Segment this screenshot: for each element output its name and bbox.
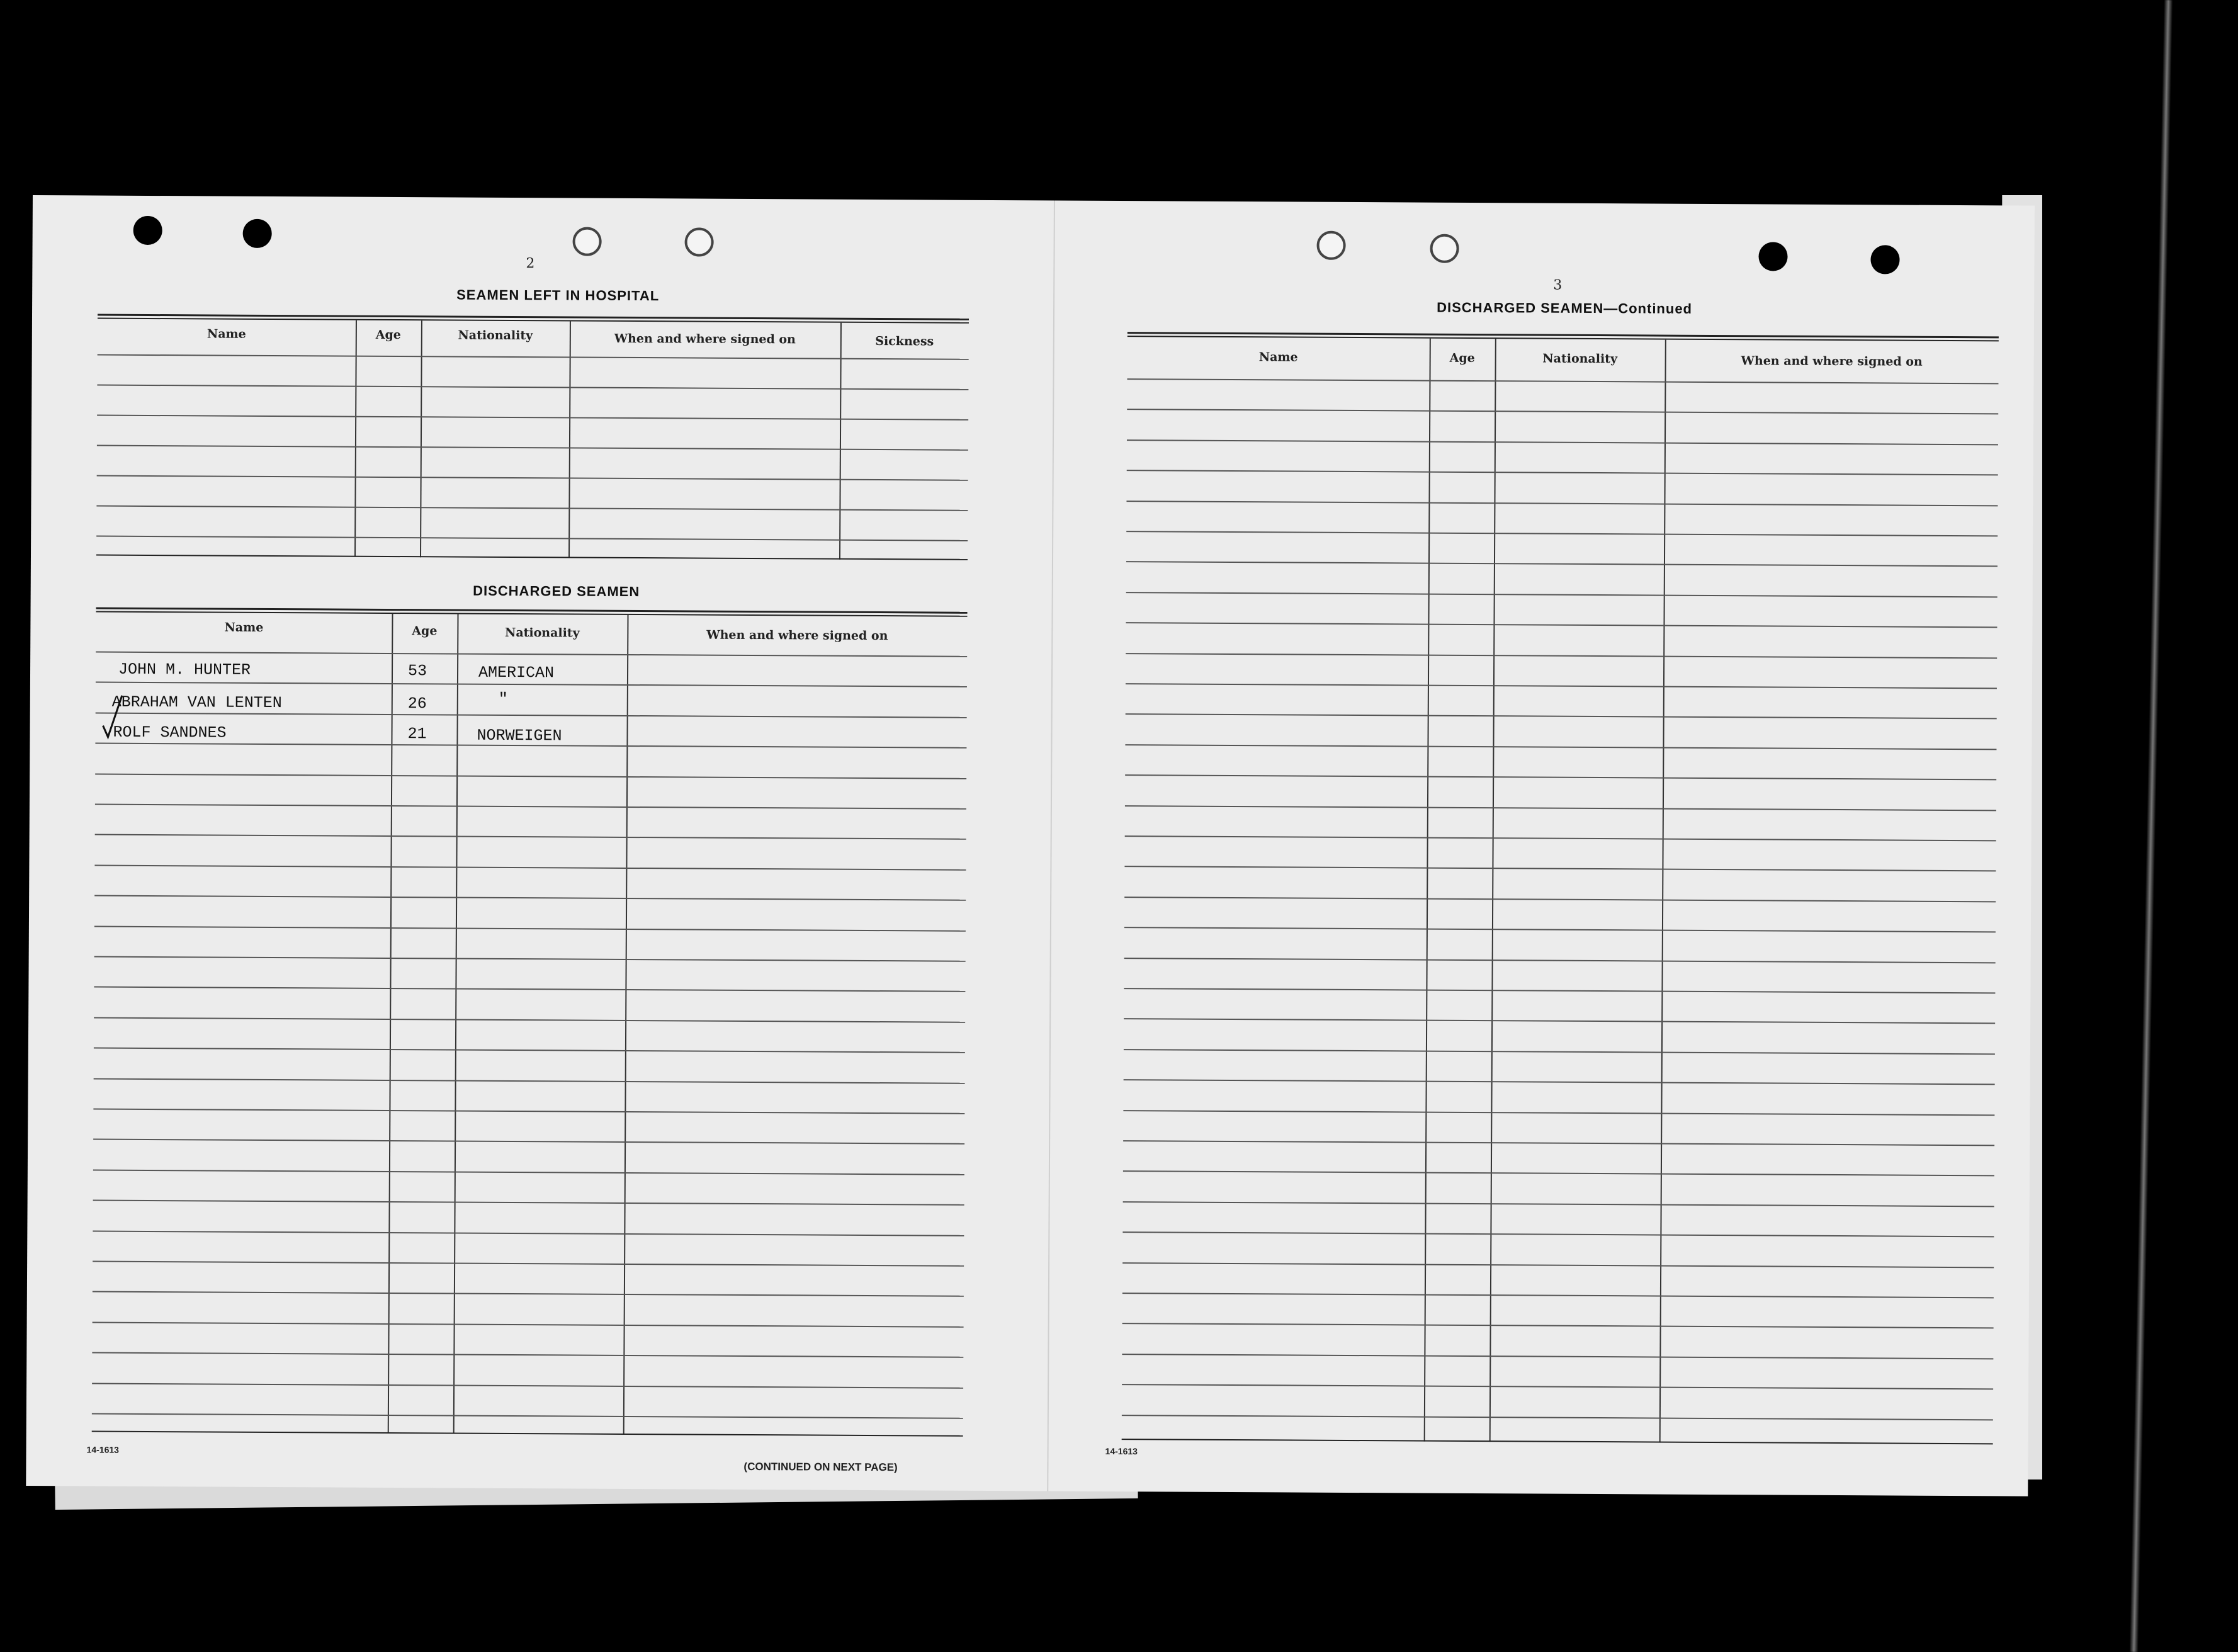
ruled-line [1126,713,1997,719]
ruled-line [97,445,968,451]
punch-hole [243,219,272,248]
scanner-edge-streak [2130,0,2173,1652]
ruled-line [95,804,966,810]
ruled-line [97,415,968,421]
ruled-line [93,1291,964,1297]
ruled-line [1127,470,1998,475]
right-page [1055,201,2035,1457]
punch-hole-reinforced [1430,234,1459,263]
ruled-line [93,1109,964,1114]
hospital-table-bottom-rule [96,555,968,560]
ruled-line [1124,927,1996,932]
discharged-col-signed-on: When and where signed on [706,628,888,643]
column-divider [453,614,459,1434]
ruled-line [1126,531,1998,536]
ruled-line [93,1321,964,1327]
ruled-line [94,895,966,901]
column-divider [623,615,629,1435]
ruled-line [1126,622,1997,628]
hospital-col-sickness: Sickness [875,334,934,349]
discharged-continued-title: DISCHARGED SEAMEN—Continued [1437,299,1693,317]
ruled-line [1123,1140,1994,1146]
hospital-col-signed-on: When and where signed on [614,331,796,347]
ruled-line [94,987,965,992]
ruled-line [1126,501,1998,506]
ruled-line [1127,409,1998,414]
ruled-line [1127,439,1998,445]
checkmark-icon [100,693,125,744]
ruled-line [95,773,966,779]
ruled-line [96,652,967,657]
ruled-line [1124,1049,1995,1055]
continued-col-signed-on: When and where signed on [1741,354,1923,369]
ruled-line [1126,653,1997,659]
hospital-col-name: Name [206,327,246,341]
form-number: 14-1613 [86,1444,120,1455]
seaman-nationality: " [498,689,508,708]
ruled-line [98,354,969,360]
ruled-line [1125,835,1996,841]
ruled-line [1125,774,1996,780]
punch-hole-reinforced [1316,231,1345,260]
ruled-line [93,1230,964,1236]
ruled-line [1122,1262,1994,1268]
ruled-line [1127,378,1998,384]
ruled-line [96,682,967,687]
column-divider [1659,340,1666,1443]
ruled-line [93,1261,964,1267]
punch-hole [1870,245,1899,274]
punch-hole-reinforced [685,227,714,256]
ruled-lines [33,195,1040,200]
column-divider [1489,339,1496,1442]
seaman-name: ABRAHAM VAN LENTEN [111,693,282,713]
ruled-line [97,385,968,390]
ruled-line [1126,592,1998,597]
ruled-line [1124,1018,1995,1024]
discharged-table-top-rule [96,608,968,617]
seaman-nationality: NORWEIGEN [477,726,562,745]
seaman-name: ROLF SANDNES [113,723,227,742]
discharged-table-bottom-rule [92,1431,963,1437]
center-fold [1047,200,1055,1491]
ruled-line [1123,1201,1994,1207]
ruled-line [93,1169,964,1175]
ruled-line [94,1078,965,1083]
seaman-age: 26 [407,694,427,713]
continued-col-name: Name [1258,350,1298,365]
ruled-line [1124,988,1995,993]
page-number: 2 [526,256,535,272]
ruled-line [96,506,968,511]
ruled-line [1124,1079,1995,1085]
ruled-line [1125,744,1996,750]
hospital-table-top-rule [98,314,969,324]
seaman-name: JOHN M. HUNTER [118,660,251,679]
ruled-line [92,1413,963,1419]
ruled-line [93,1139,964,1145]
hospital-col-age: Age [375,327,401,342]
ruled-line [94,1017,965,1022]
ruled-line [1124,958,1996,963]
punch-hole [133,216,162,245]
ruled-line [1122,1415,1993,1420]
ruled-line [1122,1293,1994,1298]
hospital-section-title: SEAMEN LEFT IN HOSPITAL [456,286,660,304]
ruled-line [94,956,966,962]
form-number: 14-1613 [1105,1445,1138,1457]
continued-col-nationality: Nationality [1542,351,1618,366]
punch-hole-reinforced [573,227,602,256]
ruled-line [1123,1170,1994,1176]
ruled-line [96,536,968,541]
ruled-line [95,834,966,840]
seaman-age: 53 [407,662,427,681]
ruled-line [1124,897,1996,902]
discharged-col-age: Age [412,624,438,638]
ruled-line [1126,561,1998,567]
discharged-col-nationality: Nationality [504,625,580,640]
ruled-line [1124,866,1996,871]
ruled-line [94,925,966,931]
ruled-line [94,864,966,870]
ruled-line [1122,1354,1993,1359]
continued-note: (CONTINUED ON NEXT PAGE) [743,1460,898,1474]
continued-table-top-rule [1127,332,1999,341]
ruled-line [93,1200,964,1206]
ruled-line [94,1048,965,1053]
column-divider [1424,339,1431,1442]
discharged-section-title: DISCHARGED SEAMEN [473,582,640,600]
ruled-line [92,1352,963,1358]
ruled-line [1122,1231,1994,1237]
continued-col-age: Age [1449,351,1475,365]
left-page [33,195,1040,1474]
ruled-line [92,1383,963,1388]
ruled-line [1123,1110,1994,1116]
ruled-line [1122,1323,1994,1328]
ruled-lines [1055,201,2035,206]
ruled-line [97,475,968,481]
continued-table-bottom-rule [1122,1439,1993,1444]
ruled-line [1122,1384,1993,1389]
ruled-line [1125,805,1996,811]
ruled-line [96,712,967,718]
hospital-col-nationality: Nationality [458,328,533,343]
discharged-col-name: Name [224,620,264,635]
seaman-age: 21 [407,725,427,744]
page-number: 3 [1553,277,1563,293]
seaman-nationality: AMERICAN [478,663,555,682]
column-divider [388,614,393,1434]
punch-hole [1758,242,1787,271]
document-sheet [26,195,2035,1496]
ruled-line [1126,683,1997,689]
